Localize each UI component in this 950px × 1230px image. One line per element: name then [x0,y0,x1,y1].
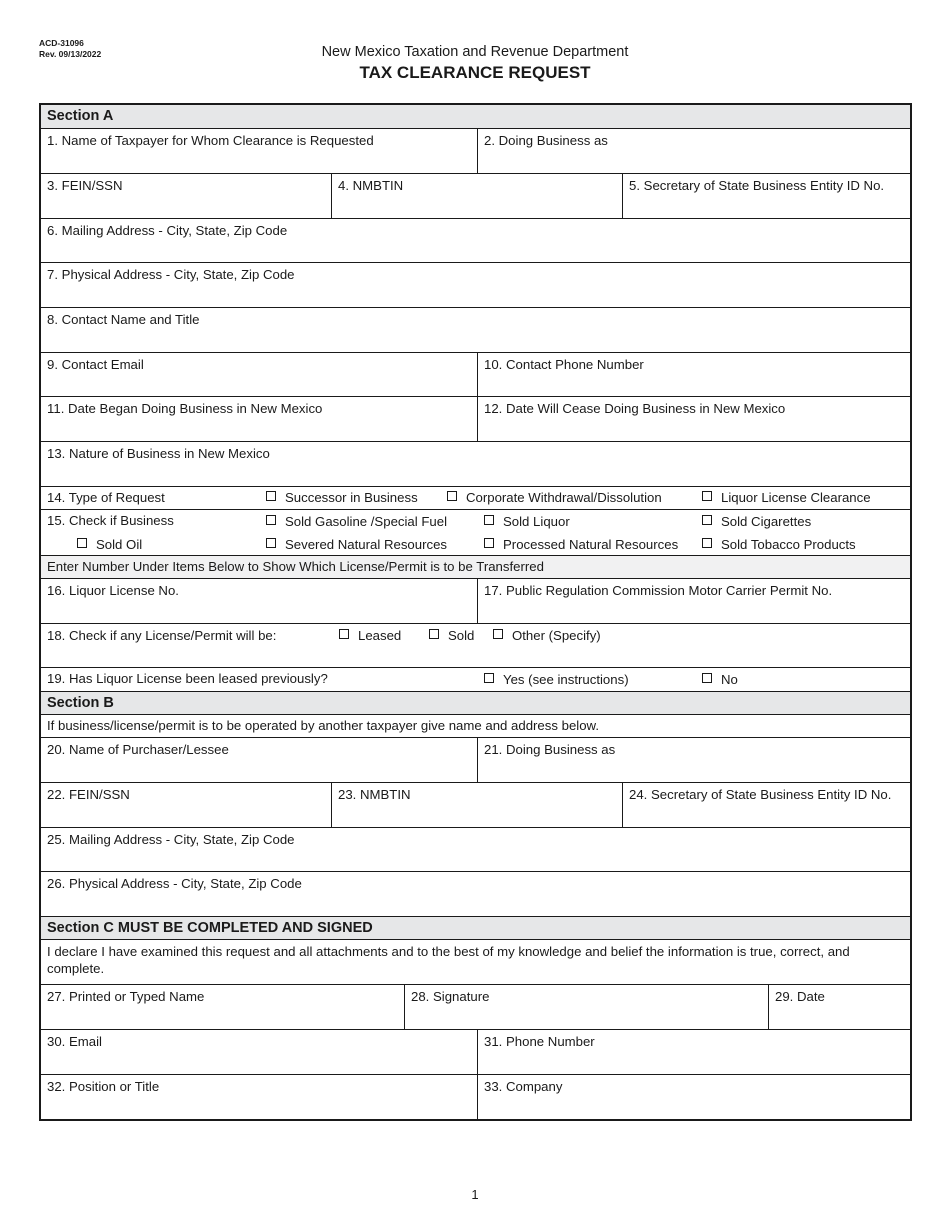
row-20-21 [41,738,910,783]
field-label: 8. Contact Name and Title [47,312,200,327]
field-label: 33. Company [484,1079,563,1094]
option-leased[interactable]: Leased [339,628,401,643]
phone-number-field[interactable] [477,1030,910,1074]
email-field[interactable] [41,1030,477,1074]
section-a-heading: Section A [41,105,910,129]
checkbox[interactable] [447,491,457,501]
taxpayer-name-field[interactable] [41,129,477,173]
field-label: 1. Name of Taxpayer for Whom Clearance is Requested [47,133,374,148]
signature-field[interactable] [404,985,768,1029]
field-label: 24. Secretary of State Business Entity ID No. [629,787,892,802]
printed-name-field[interactable] [41,985,404,1029]
option-liquor-license-clearance[interactable]: Liquor License Clearance [702,490,871,505]
license-permit-will-be-row [41,624,910,668]
purchaser-fein-field[interactable] [41,783,331,827]
field-label: 28. Signature [411,989,490,1004]
form-revision: Rev. 09/13/2022 [39,49,102,59]
field-label: 9. Contact Email [47,357,144,372]
section-c-heading: Section C MUST BE COMPLETED AND SIGNED [41,917,910,940]
department-name: New Mexico Taxation and Revenue Department [321,44,629,60]
checkbox[interactable] [702,515,712,525]
field-label: 27. Printed or Typed Name [47,989,205,1004]
section-b-heading: Section B [41,692,910,715]
row-1-2 [41,129,910,174]
row-16-17 [41,579,910,624]
position-title-field[interactable] [41,1075,477,1119]
option-sold[interactable]: Sold [429,628,474,643]
option-yes[interactable]: Yes (see instructions) [484,672,629,687]
field-label: 21. Doing Business as [484,742,616,757]
checkbox[interactable] [266,538,276,548]
row-9-10 [41,353,910,397]
checkbox[interactable] [339,629,349,639]
fein-ssn-field[interactable] [41,174,331,218]
field-label: 32. Position or Title [47,1079,160,1094]
row-32-33 [41,1075,910,1119]
contact-name-field[interactable] [41,308,910,353]
field-label: 3. FEIN/SSN [47,178,123,193]
field-label: 2. Doing Business as [484,133,608,148]
row-11-12 [41,397,910,442]
field-label: 30. Email [47,1034,102,1049]
mailing-address-field[interactable] [41,219,910,263]
option-no[interactable]: No [702,672,738,687]
form-title: TAX CLEARANCE REQUEST [359,63,591,82]
checkbox[interactable] [266,491,276,501]
contact-phone-field[interactable] [477,353,910,396]
tax-clearance-form [39,103,912,1121]
checkbox[interactable] [484,515,494,525]
checkbox[interactable] [429,629,439,639]
field-label: 7. Physical Address - City, State, Zip Code [47,267,295,282]
row-22-24 [41,783,910,828]
purchaser-sos-id-field[interactable] [622,783,910,827]
purchaser-physical-address-field[interactable] [41,872,910,917]
field-label: 6. Mailing Address - City, State, Zip Code [47,223,288,238]
field-label: 16. Liquor License No. [47,583,179,598]
checkbox[interactable] [702,538,712,548]
checkbox[interactable] [484,673,494,683]
nature-of-business-field[interactable] [41,442,910,487]
checkbox[interactable] [484,538,494,548]
purchaser-dba-field[interactable] [477,738,910,782]
section-b-instruction-row [41,715,910,738]
physical-address-field[interactable] [41,263,910,308]
checkbox[interactable] [493,629,503,639]
option-sold-oil[interactable]: Sold Oil [77,537,142,552]
purchaser-mailing-address-field[interactable] [41,828,910,872]
date-cease-field[interactable] [477,397,910,441]
declaration-row [41,940,910,985]
checkbox[interactable] [77,538,87,548]
field-label: 19. Has Liquor License been leased previously? [47,671,328,686]
field-label: 13. Nature of Business in New Mexico [47,446,270,461]
option-other-specify[interactable]: Other (Specify) [493,628,601,643]
field-label: 5. Secretary of State Business Entity ID No. [629,178,885,193]
field-label: 14. Type of Request [47,490,165,505]
row-3-5 [41,174,910,219]
option-severed-natural-resources[interactable]: Severed Natural Resources [266,537,447,552]
field-label: 15. Check if Business [47,513,174,528]
instruction-text: If business/license/permit is to be operated by another taxpayer give name and address below. [47,718,600,733]
field-label: 12. Date Will Cease Doing Business in New Mexico [484,401,786,416]
date-began-field[interactable] [41,397,477,441]
checkbox[interactable] [702,491,712,501]
option-sold-liquor[interactable]: Sold Liquor [484,514,570,529]
option-sold-cigarettes[interactable]: Sold Cigarettes [702,514,811,529]
license-instruction-row [41,556,910,579]
option-corporate-withdrawal[interactable]: Corporate Withdrawal/Dissolution [447,490,662,505]
date-field[interactable] [768,985,910,1029]
doing-business-as-field[interactable] [477,129,910,173]
purchaser-nmbtin-field[interactable] [331,783,622,827]
prc-permit-no-field[interactable] [477,579,910,623]
check-if-business-row [41,510,910,556]
field-label: 29. Date [775,989,825,1004]
contact-email-field[interactable] [41,353,477,396]
option-successor-in-business[interactable]: Successor in Business [266,490,418,505]
field-label: 25. Mailing Address - City, State, Zip Code [47,832,295,847]
field-label: 22. FEIN/SSN [47,787,130,802]
leased-previously-row [41,668,910,692]
field-label: 26. Physical Address - City, State, Zip Code [47,876,302,891]
form-number: ACD-31096 [39,38,84,48]
option-sold-gasoline[interactable]: Sold Gasoline /Special Fuel [266,514,447,529]
sos-entity-id-field[interactable] [622,174,910,218]
liquor-license-no-field[interactable] [41,579,477,623]
type-of-request-row [41,487,910,510]
option-sold-tobacco-products[interactable]: Sold Tobacco Products [702,537,856,552]
row-27-29 [41,985,910,1030]
nmbtin-field[interactable] [331,174,622,218]
field-label: 11. Date Began Doing Business in New Mexico [47,401,323,416]
company-field[interactable] [477,1075,910,1119]
field-label: 17. Public Regulation Commission Motor Carrier Permit No. [484,583,833,598]
field-label: 20. Name of Purchaser/Lessee [47,742,229,757]
checkbox[interactable] [266,515,276,525]
declaration-text: I declare I have examined this request and all attachments and to the best of my knowledge and belief the information is true, correct, and complete. [47,944,850,976]
checkbox[interactable] [702,673,712,683]
field-label: 4. NMBTIN [338,178,404,193]
page-number: 1 [471,1187,479,1202]
field-label: 31. Phone Number [484,1034,595,1049]
field-label: 18. Check if any License/Permit will be: [47,628,277,643]
field-label: 10. Contact Phone Number [484,357,644,372]
field-label: 23. NMBTIN [338,787,411,802]
option-processed-natural-resources[interactable]: Processed Natural Resources [484,537,678,552]
purchaser-name-field[interactable] [41,738,477,782]
row-30-31 [41,1030,910,1075]
instruction-text: Enter Number Under Items Below to Show Which License/Permit is to be Transferred [47,559,544,574]
